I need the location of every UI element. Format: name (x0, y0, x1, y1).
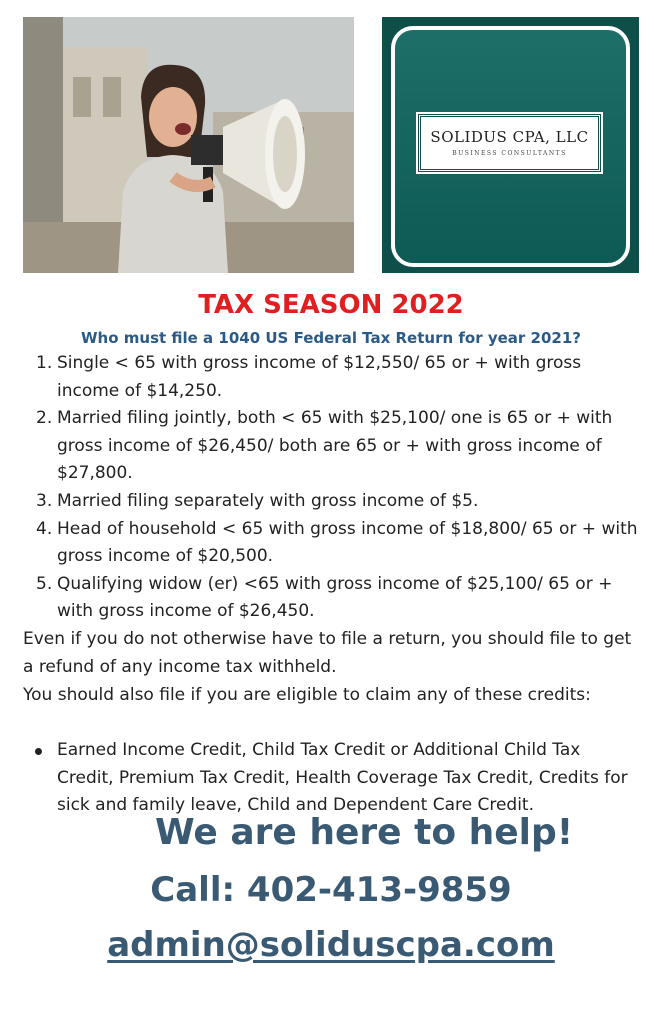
phone-number[interactable]: Call: 402-413-9859 (150, 870, 512, 910)
list-item-text: Qualifying widow (er) <65 with gross income of $25,100/ 65 or + with gross income of $26,450. (57, 573, 613, 622)
list-item (30, 571, 642, 626)
megaphone-woman-photo (23, 17, 354, 273)
email-link[interactable]: admin@soliduscpa.com (107, 925, 555, 965)
list-item-number: 2. (36, 408, 53, 429)
page-title: TAX SEASON 2022 (198, 290, 464, 320)
list-item (30, 488, 642, 516)
company-logo-panel (382, 17, 639, 273)
list-item-number: 3. (36, 490, 53, 511)
credits-paragraph: You should also file if you are eligible to claim any of these credits: (23, 685, 591, 705)
help-heading: We are here to help! (155, 812, 574, 853)
logo-badge (418, 114, 601, 172)
refund-paragraph: Even if you do not otherwise have to file a return, you should file to get a refund of any income tax withheld. (23, 629, 632, 677)
bullet-icon (35, 748, 42, 755)
list-item (30, 405, 642, 488)
list-item (30, 516, 642, 571)
page-subtitle: Who must file a 1040 US Federal Tax Return for year 2021? (81, 329, 581, 347)
logo-tagline: BUSINESS CONSULTANTS (452, 150, 567, 157)
logo-rounded-frame (391, 26, 630, 267)
list-item-text: Married filing separately with gross income of $5. (57, 490, 479, 511)
logo-company-name: SOLIDUS CPA, LLC (430, 128, 589, 146)
list-item-text: Single < 65 with gross income of $12,550/ 65 or + with gross income of $14,250. (57, 353, 582, 401)
list-item-number: 1. (36, 353, 53, 373)
list-item-text: Earned Income Credit, Child Tax Credit or Additional Child Tax Credit, Premium Tax Credit, Health Coverage Tax Credit, Credits for sick and family leave, Child and Dependent Care Credit. (57, 740, 628, 816)
list-item (30, 350, 642, 405)
email-container (0, 925, 662, 965)
credits-list (30, 737, 642, 820)
filing-requirements-list (30, 350, 642, 626)
list-item-number: 5. (36, 573, 53, 594)
photo-illustration (23, 17, 354, 273)
list-item (30, 737, 642, 820)
list-item-text: Head of household < 65 with gross income of $18,800/ 65 or + with gross income of $20,500. (57, 518, 638, 567)
list-item-text: Married filing jointly, both < 65 with $25,100/ one is 65 or + with gross income of $26,450/ both are 65 or + with gross income of $27,800. (57, 408, 613, 484)
list-item-number: 4. (36, 518, 53, 539)
